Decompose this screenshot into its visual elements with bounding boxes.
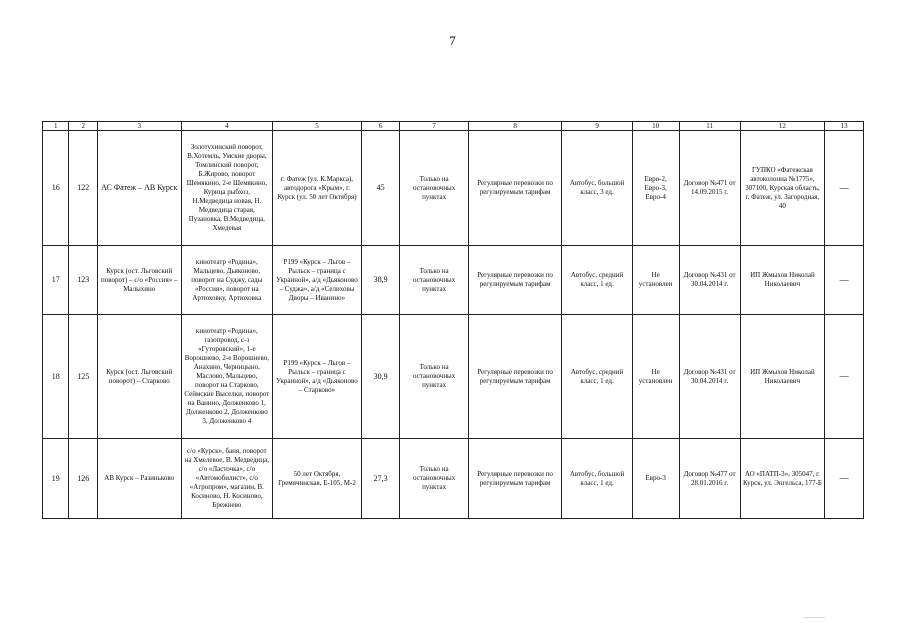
transport-type: Регулярные перевозки по регулируемым тарифам bbox=[468, 315, 562, 439]
eco-class: Евро-3 bbox=[632, 439, 679, 519]
scan-artifact bbox=[803, 617, 825, 618]
route-name: АС Фатеж – АВ Курск bbox=[97, 131, 181, 246]
route-length: 27,3 bbox=[361, 439, 400, 519]
route-number: 122 bbox=[69, 131, 98, 246]
header-col-5: 5 bbox=[273, 122, 362, 131]
vehicle-class: Автобус, большой класс, 3 ед. bbox=[562, 131, 632, 246]
intermediate-stops: кинотеатр «Родина», газопровод, с-з «Гуторовский», 1-е Ворошнево, 2-е Ворошнево, Анахино, Черницыно, Маслово, Мальцево, поворот на Старково, Сеймские Выселки, поворот на Ванино, Долженково 1, Долженково 2, Долженково 3, Долженково 4 bbox=[181, 315, 273, 439]
transport-type: Регулярные перевозки по регулируемым тарифам bbox=[468, 246, 562, 315]
header-row bbox=[43, 122, 864, 131]
boarding-order: Только на остановочных пунктах bbox=[400, 315, 468, 439]
header-col-8: 8 bbox=[468, 122, 562, 131]
notes: — bbox=[825, 131, 864, 246]
route-number: 123 bbox=[69, 246, 98, 315]
eco-class: Не установлен bbox=[632, 246, 679, 315]
route-name: Курск (ост. Льговский поворот) – Старково bbox=[97, 315, 181, 439]
contract: Договор №431 от 30.04.2014 г. bbox=[679, 246, 740, 315]
table-row bbox=[43, 315, 864, 439]
vehicle-class: Автобус, большой класс, 1 ед. bbox=[562, 439, 632, 519]
row-index: 16 bbox=[43, 131, 69, 246]
eco-class: Евро-2, Евро-3, Евро-4 bbox=[632, 131, 679, 246]
header-col-7: 7 bbox=[400, 122, 468, 131]
vehicle-class: Автобус, средний класс, 1 ед. bbox=[562, 246, 632, 315]
header-col-13: 13 bbox=[825, 122, 864, 131]
boarding-order: Только на остановочных пунктах bbox=[400, 246, 468, 315]
carrier: ИП Жмыхов Николай Николаевич bbox=[740, 315, 825, 439]
route-length: 38,9 bbox=[361, 246, 400, 315]
vehicle-class: Автобус, средний класс, 1 ед. bbox=[562, 315, 632, 439]
route-number: 125 bbox=[69, 315, 98, 439]
routes-registry-table bbox=[42, 121, 864, 519]
intermediate-stops: с/о «Курск», баня, поворот на Хмелевое, В. Медведица, с/о «Ласточка», с/о «Автомобилист», с/о «Агропром», магазин, В. Косиново, Н. Косиново, Брежнево bbox=[181, 439, 273, 519]
contract: Договор №431 от 30.04.2014 г. bbox=[679, 315, 740, 439]
header-col-11: 11 bbox=[679, 122, 740, 131]
header-col-12: 12 bbox=[740, 122, 825, 131]
notes: — bbox=[825, 315, 864, 439]
route-length: 45 bbox=[361, 131, 400, 246]
route-name: АВ Курск – Разиньково bbox=[97, 439, 181, 519]
header-col-9: 9 bbox=[562, 122, 632, 131]
header-col-6: 6 bbox=[361, 122, 400, 131]
route-streets: Р199 «Курск – Льгов – Рыльск – граница с Украиной», а/д «Дьяконово – Суджа», а/д «Селиховы Дворы – Иванино» bbox=[273, 246, 362, 315]
header-col-3: 3 bbox=[97, 122, 181, 131]
carrier: ГУПКО «Фатежская автоколонна №1775», 307100, Курская область, г. Фатеж, ул. Загородная, 40 bbox=[740, 131, 825, 246]
contract: Договор №477 от 28.01.2016 г. bbox=[679, 439, 740, 519]
header-col-10: 10 bbox=[632, 122, 679, 131]
route-number: 126 bbox=[69, 439, 98, 519]
row-index: 19 bbox=[43, 439, 69, 519]
carrier: ИП Жмыхов Николай Николаевич bbox=[740, 246, 825, 315]
notes: — bbox=[825, 246, 864, 315]
carrier: АО «ПАТП-3», 305047, г. Курск, ул. Энгельса, 177-Б bbox=[740, 439, 825, 519]
route-streets: 50 лет Октября, Гремячинская, Е-105, М-2 bbox=[273, 439, 362, 519]
route-name: Курск (ост. Льговский поворот) – с/о «Россия» – Малыхино bbox=[97, 246, 181, 315]
notes: — bbox=[825, 439, 864, 519]
transport-type: Регулярные перевозки по регулируемым тарифам bbox=[468, 439, 562, 519]
table-row bbox=[43, 131, 864, 246]
row-index: 18 bbox=[43, 315, 69, 439]
intermediate-stops: Золотухинский поворот, В.Хотемль, Умские дворы, Томлинский поворот, Б.Жирово, поворот Шемякино, 2-е Шемякино, Курица рыбхоз, Н.Медведица новая, Н. Медведица старая, Пузановка, В.Медведица, Хмедевая bbox=[181, 131, 273, 246]
route-streets: г. Фатеж (ул. К.Маркса), автодорога «Крым», г. Курск (ул. 50 лет Октября) bbox=[273, 131, 362, 246]
page-number: 7 bbox=[449, 33, 456, 48]
header-col-4: 4 bbox=[181, 122, 273, 131]
route-streets: Р199 «Курск – Льгов – Рыльск – граница с Украиной», а/д «Дьяконово – Старково» bbox=[273, 315, 362, 439]
boarding-order: Только на остановочных пунктах bbox=[400, 439, 468, 519]
boarding-order: Только на остановочных пунктах bbox=[400, 131, 468, 246]
route-length: 30,9 bbox=[361, 315, 400, 439]
transport-type: Регулярные перевозки по регулируемым тарифам bbox=[468, 131, 562, 246]
table-row bbox=[43, 439, 864, 519]
intermediate-stops: кинотеатр «Родина», Мальцево, Дьяконово, поворот на Суджу, сады «Россия», поворот на Артюховку, Артюховка bbox=[181, 246, 273, 315]
header-col-1: 1 bbox=[43, 122, 69, 131]
row-index: 17 bbox=[43, 246, 69, 315]
contract: Договор №471 от 14.09.2015 г. bbox=[679, 131, 740, 246]
table-row bbox=[43, 246, 864, 315]
header-col-2: 2 bbox=[69, 122, 98, 131]
eco-class: Не установлен bbox=[632, 315, 679, 439]
